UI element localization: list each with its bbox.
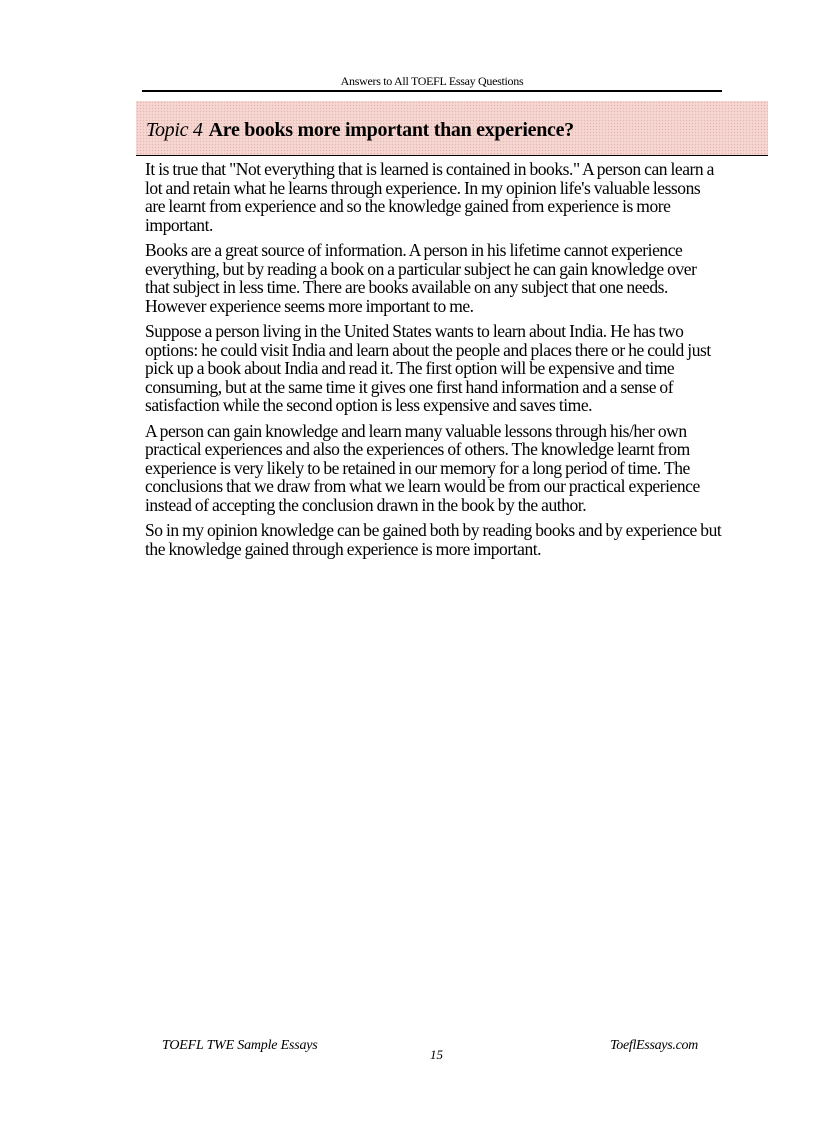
- essay-paragraph: A person can gain knowledge and learn many valuable lessons through his/her own practical experiences and also the experiences of others. The knowledge learnt from experience is very likely to be retained in our memory for a long period of time. The conclusions that we draw from what we learn would be from our practical experience instead of accepting the conclusion drawn in the book by the author.: [145, 420, 700, 515]
- running-header: Answers to All TOEFL Essay Questions: [340, 74, 524, 88]
- essay-paragraph: Suppose a person living in the United States wants to learn about India. He has two options: he could visit India and learn about the people and places there or he could just pick up a book about India and read it. The first option will be expensive and time consuming, but at the same time it gives one first hand information and a sense of satisfaction while the second option is less expensive and saves time.: [145, 321, 711, 415]
- topic-heading: [146, 118, 574, 142]
- topic-banner: [136, 101, 768, 155]
- footer-website: ToeflEssays.com: [610, 1038, 698, 1053]
- essay-paragraph: It is true that "Not everything that is learned is contained in books." A person can learn a lot and retain what he learns through experience. In my opinion life's valuable lessons are learnt from experience and so the knowledge gained from experience is more important.: [145, 159, 714, 235]
- page-footer: [162, 1038, 698, 1068]
- essay-paragraph: So in my opinion knowledge can be gained both by reading books and by experience but the knowledge gained through experience is more important.: [145, 520, 722, 559]
- essay-body: [145, 160, 723, 565]
- topic-divider: [136, 155, 768, 156]
- essay-paragraph: Books are a great source of information. A person in his lifetime cannot experience everything, but by reading a book on a particular subject he can gain knowledge over that subject in less time. There are books available on any subject that one needs. However experience seems more important to me.: [145, 240, 697, 316]
- topic-title: Are books more important than experience?: [208, 119, 574, 141]
- topic-label: Topic 4: [146, 119, 203, 141]
- footer-book-title: TOEFL TWE Sample Essays: [162, 1038, 318, 1053]
- header-divider: [142, 90, 722, 92]
- page-number: 15: [430, 1047, 443, 1062]
